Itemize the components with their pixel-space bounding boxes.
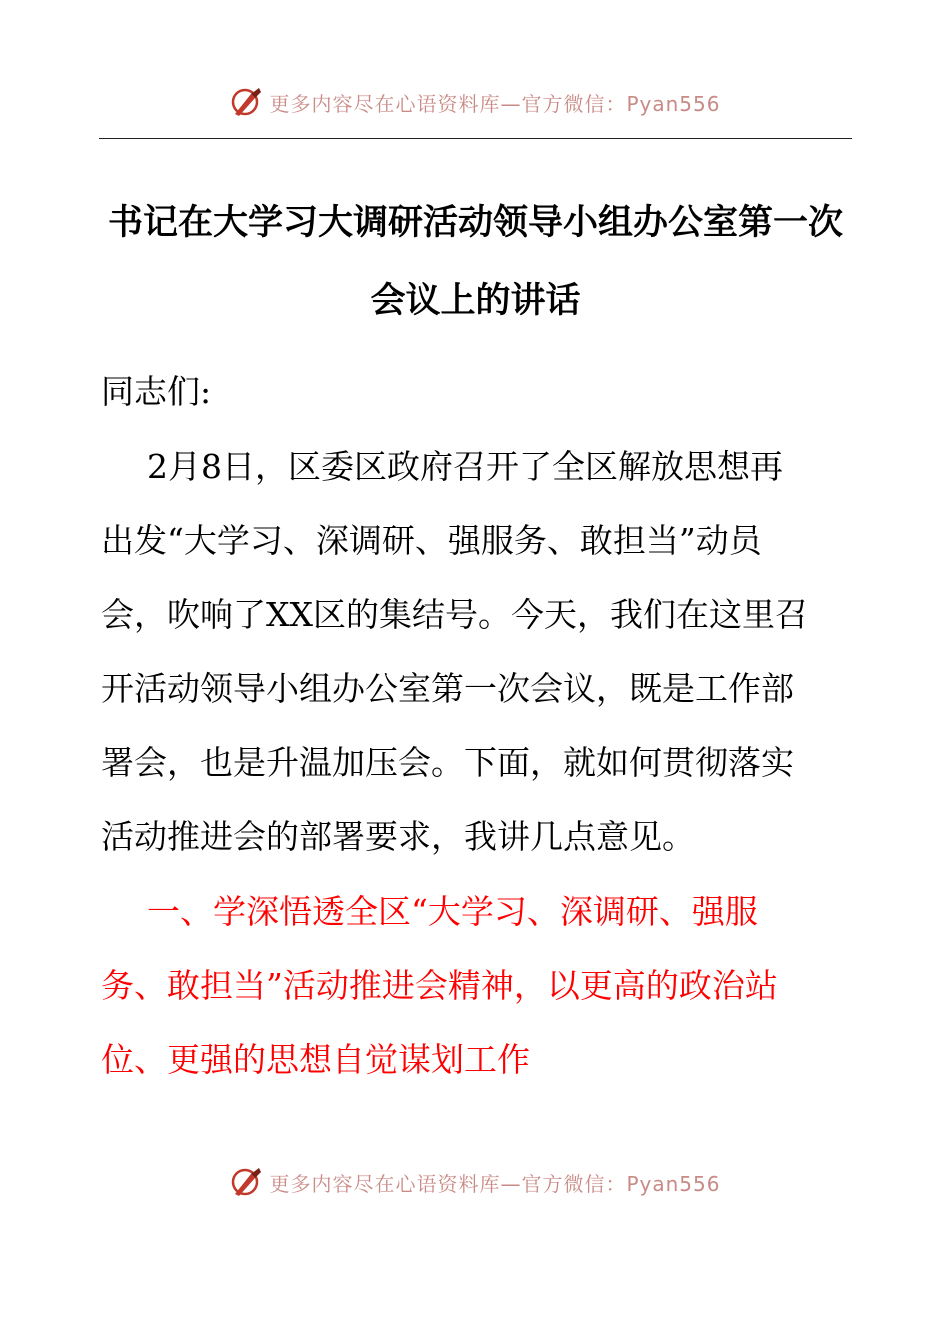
document-title-line-1: 书记在大学习大调研活动领导小组办公室第一次: [107, 203, 843, 243]
header-banner: [0, 82, 950, 122]
paragraph-line: 2月8日，区委区政府召开了全区解放思想再: [147, 447, 783, 486]
paragraph-line: 出发“大学习、深调研、强服务、敢担当”动员: [101, 521, 762, 560]
header-divider: [99, 138, 852, 139]
section-heading: [101, 875, 861, 1097]
body-paragraph: [101, 430, 861, 874]
paragraph-line: 署会，也是升温加压会。下面，就如何贯彻落实: [101, 743, 794, 782]
pen-nib-logo-icon: [229, 84, 265, 120]
section-heading-line: 位、更强的思想自觉谋划工作: [101, 1040, 530, 1079]
paragraph-line: 会，吹响了XX区的集结号。今天，我们在这里召: [101, 595, 808, 634]
section-heading-line: 务、敢担当”活动推进会精神，以更高的政治站: [101, 966, 778, 1005]
footer-banner-text: 更多内容尽在心语资料库—官方微信：Pyan556: [269, 1171, 721, 1196]
paragraph-line: 开活动领导小组办公室第一次会议，既是工作部: [101, 669, 794, 708]
footer-banner: [0, 1162, 950, 1202]
pen-nib-logo-icon: [229, 1164, 265, 1200]
salutation: 同志们:: [101, 372, 212, 411]
section-heading-line: 一、学深悟透全区“大学习、深调研、强服: [147, 892, 758, 931]
paragraph-line: 活动推进会的部署要求，我讲几点意见。: [101, 817, 695, 856]
document-title-line-2: 会议上的讲话: [370, 281, 581, 321]
header-banner-text: 更多内容尽在心语资料库—官方微信：Pyan556: [269, 91, 721, 116]
